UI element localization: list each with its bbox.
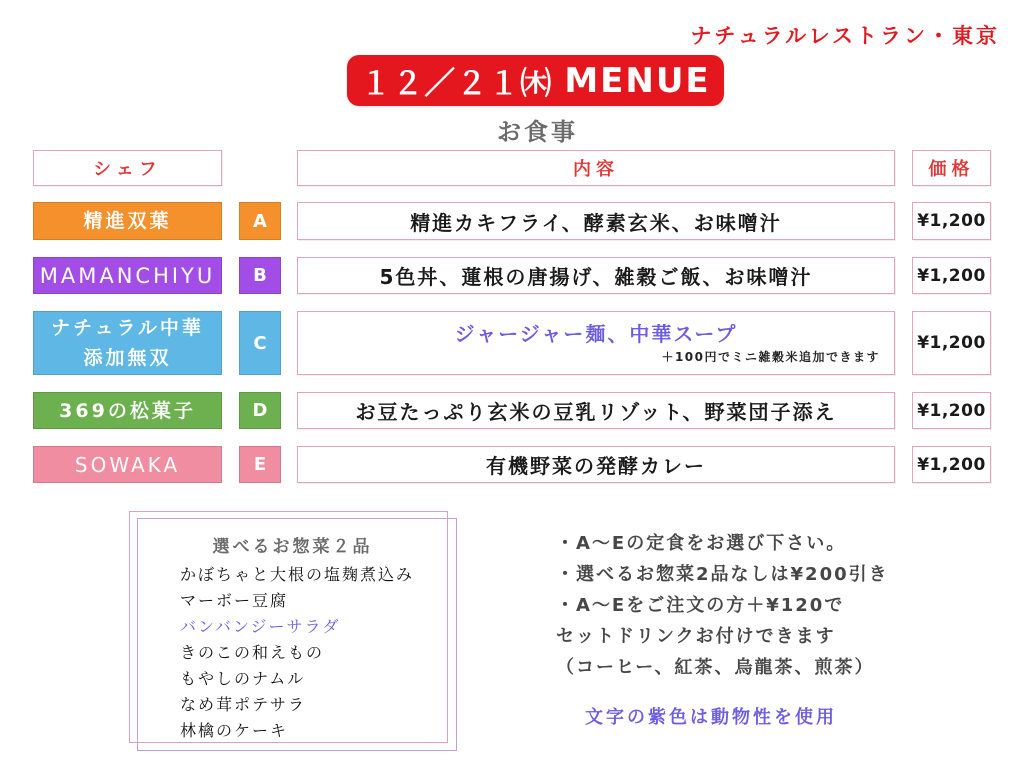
set-letter-label: C <box>253 332 267 354</box>
dish-description: 有機野菜の発酵カレー <box>486 454 706 478</box>
list-item: なめ茸ポテサラ <box>180 695 307 714</box>
chef-name: SOWAKA <box>74 452 181 477</box>
dish-a <box>297 202 895 240</box>
chef-name: 369の松菓子 <box>59 399 196 422</box>
dish-d <box>297 392 895 429</box>
banner-date: １２／２１㈭ <box>360 66 553 102</box>
list-item: かぼちゃと大根の塩麹煮込み <box>180 565 415 584</box>
set-letter-label: E <box>253 454 267 475</box>
price-label: ¥1,200 <box>917 400 986 421</box>
header-content <box>297 150 895 186</box>
dish-description: ジャージャー麺、中華スープ <box>454 322 738 346</box>
header-chef <box>33 150 222 186</box>
chef-badge-b <box>33 257 222 294</box>
price-e <box>912 446 991 483</box>
header-price <box>912 150 991 186</box>
note-line: ・選べるお惣菜2品なしは¥200引き <box>556 564 889 585</box>
banner-title: MENUE <box>564 60 711 101</box>
chef-name: MAMANCHIYU <box>39 263 216 288</box>
set-letter-d <box>239 392 281 429</box>
restaurant-name: ナチュラルレストラン・東京 <box>690 24 1000 48</box>
chef-badge-e <box>33 446 222 483</box>
dish-c <box>297 311 895 375</box>
dish-b <box>297 257 895 294</box>
section-title: お食事 <box>497 118 578 146</box>
header-chef-label: シェフ <box>93 159 162 180</box>
price-label: ¥1,200 <box>917 454 986 475</box>
set-letter-b <box>239 257 281 294</box>
dish-description: お豆たっぷり玄米の豆乳リゾット、野菜団子添え <box>355 400 837 424</box>
date-banner <box>347 55 724 106</box>
note-line: セットドリンクお付けできます <box>556 626 836 647</box>
note-line: ・A～Eをご注文の方＋¥120で <box>556 595 845 616</box>
list-item: きのこの和えもの <box>180 643 325 662</box>
set-letter-label: D <box>252 400 268 421</box>
price-c <box>912 311 991 375</box>
list-item: バンバンジーサラダ <box>180 617 341 636</box>
color-legend: 文字の紫色は動物性を使用 <box>585 707 837 728</box>
set-letter-label: B <box>253 265 267 286</box>
side-dish-list <box>180 562 414 744</box>
dish-option-note: ＋100円でミニ雑穀米追加できます <box>661 350 880 364</box>
price-b <box>912 257 991 294</box>
note-line: （コーヒー、紅茶、烏龍茶、煎茶） <box>556 657 875 678</box>
header-content-label: 内容 <box>573 159 619 180</box>
dish-description: 5色丼、蓮根の唐揚げ、雑穀ご飯、お味噌汁 <box>379 265 813 289</box>
chef-badge-d <box>33 392 222 429</box>
list-item: マーボー豆腐 <box>180 591 289 610</box>
set-letter-e <box>239 446 281 483</box>
price-label: ¥1,200 <box>917 333 986 353</box>
note-line: ・A～Eの定食をお選び下さい。 <box>556 533 847 554</box>
list-item: 林檎のケーキ <box>180 721 289 740</box>
set-letter-label: A <box>253 210 267 232</box>
price-label: ¥1,200 <box>917 211 986 231</box>
chef-badge-a <box>33 202 222 240</box>
dish-e <box>297 446 895 483</box>
dish-description: 精進カキフライ、酵素玄米、お味噌汁 <box>410 210 782 235</box>
chef-name-line-1: ナチュラル中華 <box>51 317 204 339</box>
chef-name-line-2: 添加無双 <box>83 347 172 369</box>
header-price-label: 価格 <box>928 159 975 180</box>
side-dish-title: 選べるお惣菜２品 <box>212 537 373 557</box>
set-letter-c <box>239 311 281 375</box>
order-notes <box>556 528 889 683</box>
price-a <box>912 202 991 240</box>
price-d <box>912 392 991 429</box>
set-letter-a <box>239 202 281 240</box>
chef-badge-c <box>33 311 222 375</box>
chef-name: 精進双葉 <box>83 210 172 232</box>
list-item: もやしのナムル <box>180 669 306 688</box>
price-label: ¥1,200 <box>917 265 986 286</box>
